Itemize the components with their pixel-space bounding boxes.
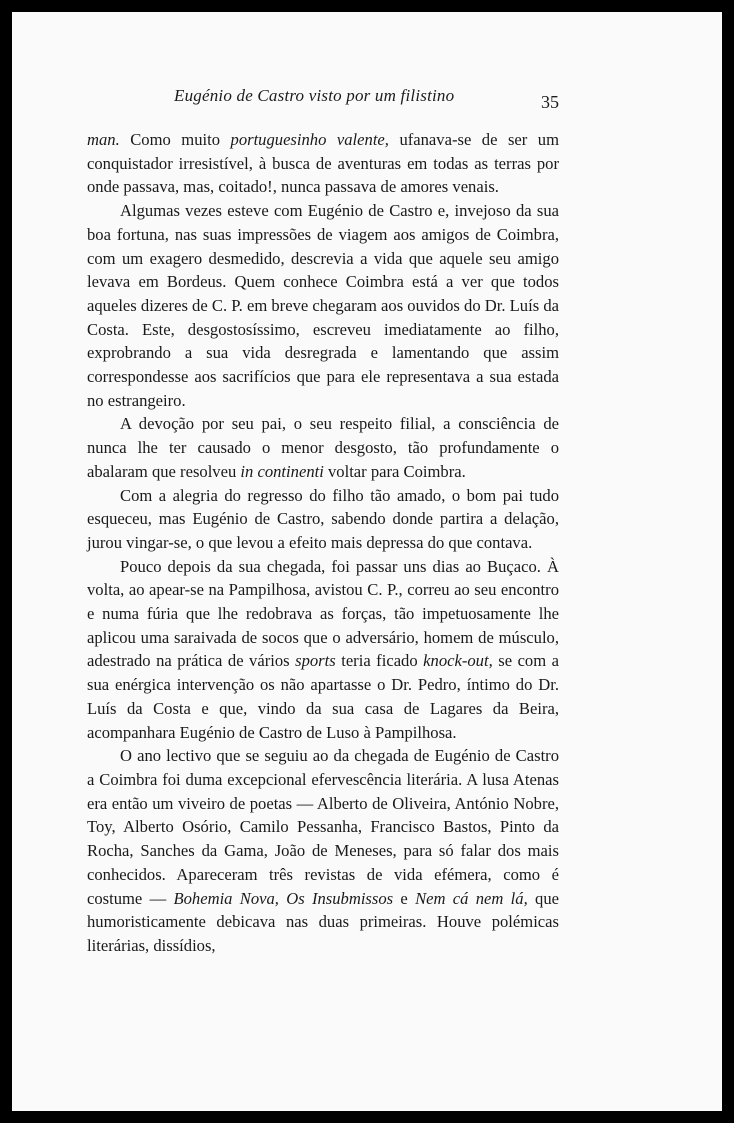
text-run: O ano lectivo que se seguiu ao da chegada de Eugénio de Castro a Coimbra foi duma excepcional efervescência literária. A lusa Atenas era então um viveiro de poetas — Alberto de Oliveira, António Nobre, Toy, Alberto Osório, Camilo Pessanha, Francisco Bastos, Pinto da Rocha, Sanches da Gama, João de Meneses, para só falar dos mais conhecidos. Apareceram três revistas de vida efémera, como é costume —: [87, 746, 559, 908]
text-run: que humoristicamente debicava nas duas primeiras. Houve polémicas literárias, dissídios,: [87, 888, 559, 955]
running-head: Eugénio de Castro visto por um filistino: [174, 86, 455, 105]
text-run: se com a sua enérgica intervenção os não apartasse o Dr. Pedro, íntimo do Dr. Luís da Costa e que, vindo da sua casa de Lagares da Beira, acompanhara Eugénio de Castro de Luso à Pampilhosa.: [87, 651, 560, 742]
italic-text: knock-out,: [423, 651, 493, 671]
book-page: [12, 12, 722, 1111]
paragraph: [87, 744, 559, 957]
text-run: Como muito: [119, 130, 231, 149]
body-text: [87, 128, 559, 958]
italic-text: sports: [295, 651, 336, 671]
italic-text: portuguesinho valente,: [230, 130, 389, 149]
text-run: A devoção por seu pai, o seu respeito filial, a consciência de nunca lhe ter causado o menor desgosto, tão profundamente o abalaram que resolveu: [87, 414, 559, 481]
italic-text: in continenti: [240, 461, 324, 481]
text-run: Pouco depois da sua chegada, foi passar uns dias ao Buçaco. À volta, ao apear-se na Pampilhosa, avistou C. P., correu ao seu encontro e numa fúria que lhe redobrava as forças, tão impetuosamente lhe aplicou uma saraivada de socos que o adversário, homem de músculo, adestrado na prática de vários: [87, 556, 559, 671]
paragraph: [87, 128, 559, 199]
paragraph: [87, 484, 559, 555]
italic-text: Nem cá nem lá,: [415, 888, 528, 908]
page-number: 35: [541, 92, 559, 112]
page-header: [12, 86, 722, 116]
paragraph: [87, 412, 559, 483]
paragraph: [87, 555, 559, 745]
paragraph: [87, 199, 559, 412]
text-run: Algumas vezes esteve com Eugénio de Castro e, invejoso da sua boa fortuna, nas suas impressões de viagem aos amigos de Coimbra, com um exagero desmedido, descrevia a vida que aquele seu amigo levava em Bordeus. Quem conhece Coimbra está a ver que todos aqueles dizeres de C. P. em breve chegaram aos ouvidos do Dr. Luís da Costa. Este, desgostosíssimo, escreveu imediatamente ao filho, exprobrando a sua vida desregrada e lamentando que assim correspondesse aos sacrifícios que para ele representava a sua estada no estrangeiro.: [87, 201, 559, 410]
text-run: teria ficado: [335, 651, 424, 671]
italic-text: man.: [87, 130, 120, 149]
text-run: Com a alegria do regresso do filho tão amado, o bom pai tudo esqueceu, mas Eugénio de Castro, sabendo donde partira a delação, jurou vingar-se, o que levou a efeito mais depressa do que contava.: [87, 485, 559, 552]
text-run: e: [393, 888, 416, 908]
italic-text: Bohemia Nova, Os Insubmissos: [173, 888, 394, 908]
text-run: ufanava-se de ser um conquistador irresistível, à busca de aventuras em todas as terras por onde passava, mas, coitado!, nunca passava de amores venais.: [87, 130, 559, 197]
text-run: voltar para Coimbra.: [323, 461, 466, 481]
